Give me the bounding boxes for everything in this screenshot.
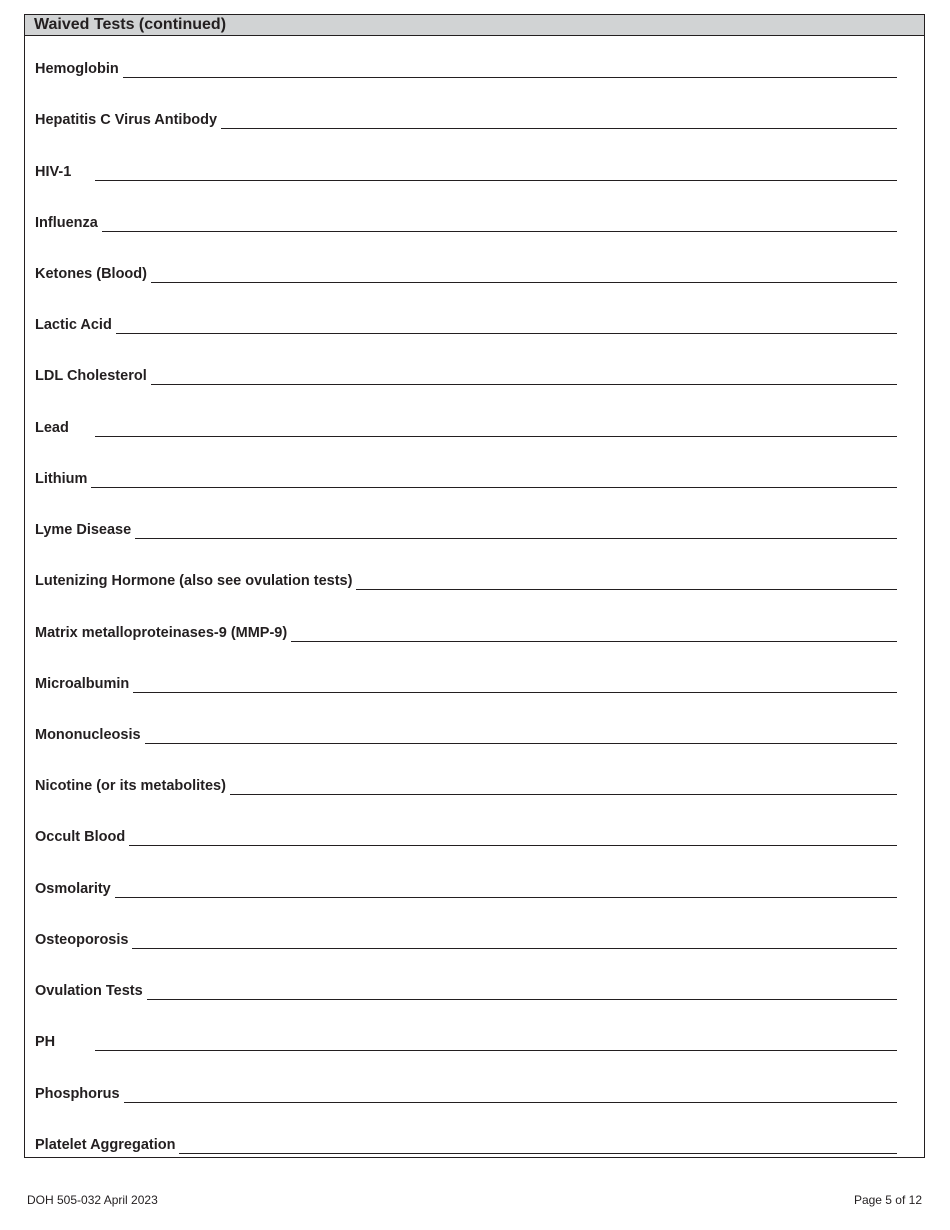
test-row-nicotine xyxy=(35,777,897,795)
test-entry-line[interactable] xyxy=(116,333,897,334)
test-row-hiv-1 xyxy=(35,163,897,181)
test-label: HIV-1 xyxy=(35,164,72,180)
test-entry-line[interactable] xyxy=(133,692,897,693)
test-row-occult-blood xyxy=(35,828,897,846)
test-entry-line[interactable] xyxy=(151,384,897,385)
test-label: Lactic Acid xyxy=(35,317,112,333)
test-row-osmolarity xyxy=(35,880,897,898)
test-label: Platelet Aggregation xyxy=(35,1137,176,1153)
test-label: PH xyxy=(35,1034,56,1050)
test-row-ph xyxy=(35,1033,897,1051)
test-row-phosphorus xyxy=(35,1085,897,1103)
test-entry-line[interactable] xyxy=(123,77,897,78)
test-label: LDL Cholesterol xyxy=(35,368,147,384)
test-entry-line[interactable] xyxy=(291,641,897,642)
test-label: Hemoglobin xyxy=(35,61,119,77)
test-entry-line[interactable] xyxy=(135,538,897,539)
test-row-lead xyxy=(35,419,897,437)
test-row-lactic-acid xyxy=(35,316,897,334)
test-label: Lithium xyxy=(35,471,88,487)
test-label: Nicotine (or its metabolites) xyxy=(35,778,226,794)
test-entry-line[interactable] xyxy=(145,743,897,744)
test-label: Matrix metalloproteinases-9 (MMP-9) xyxy=(35,625,288,641)
test-row-mononucleosis xyxy=(35,726,897,744)
test-row-lyme-disease xyxy=(35,521,897,539)
test-entry-line[interactable] xyxy=(356,589,897,590)
test-label: Occult Blood xyxy=(35,829,126,845)
test-row-lutenizing-hormone xyxy=(35,572,897,590)
test-row-osteoporosis xyxy=(35,931,897,949)
test-entry-line[interactable] xyxy=(151,282,897,283)
test-row-mmp-9 xyxy=(35,624,897,642)
test-label: Lyme Disease xyxy=(35,522,132,538)
test-entry-line[interactable] xyxy=(115,897,897,898)
test-label: Microalbumin xyxy=(35,676,130,692)
test-label: Ovulation Tests xyxy=(35,983,143,999)
test-row-ldl-cholesterol xyxy=(35,367,897,385)
test-entry-line[interactable] xyxy=(179,1153,897,1154)
test-entry-line[interactable] xyxy=(129,845,897,846)
waived-tests-form xyxy=(24,14,925,1158)
test-label: Osteoporosis xyxy=(35,932,129,948)
test-row-ketones-blood xyxy=(35,265,897,283)
test-row-lithium xyxy=(35,470,897,488)
page-number-footer: Page 5 of 12 xyxy=(853,1193,922,1207)
test-row-hepatitis-c xyxy=(35,111,897,129)
test-row-microalbumin xyxy=(35,675,897,693)
test-row-influenza xyxy=(35,214,897,232)
test-row-ovulation-tests xyxy=(35,982,897,1000)
test-entry-line[interactable] xyxy=(230,794,897,795)
test-label: Lutenizing Hormone (also see ovulation tests) xyxy=(35,573,353,589)
form-id-footer: DOH 505-032 April 2023 xyxy=(27,1193,158,1207)
test-row-platelet-aggregation xyxy=(35,1136,897,1154)
test-label: Osmolarity xyxy=(35,881,111,897)
test-entry-line[interactable] xyxy=(132,948,897,949)
test-label: Mononucleosis xyxy=(35,727,141,743)
test-entry-line[interactable] xyxy=(221,128,897,129)
test-entry-line[interactable] xyxy=(147,999,897,1000)
test-entry-line[interactable] xyxy=(95,1050,897,1051)
test-row-hemoglobin xyxy=(35,60,897,78)
test-entry-line[interactable] xyxy=(95,436,897,437)
test-label: Hepatitis C Virus Antibody xyxy=(35,112,218,128)
test-entry-line[interactable] xyxy=(91,487,897,488)
test-label: Lead xyxy=(35,420,69,436)
test-entry-line[interactable] xyxy=(95,180,897,181)
test-entry-line[interactable] xyxy=(102,231,897,232)
test-label: Ketones (Blood) xyxy=(35,266,147,282)
test-entry-line[interactable] xyxy=(124,1102,897,1103)
test-label: Phosphorus xyxy=(35,1086,120,1102)
section-header: Waived Tests (continued) xyxy=(25,15,924,36)
test-label: Influenza xyxy=(35,215,98,231)
